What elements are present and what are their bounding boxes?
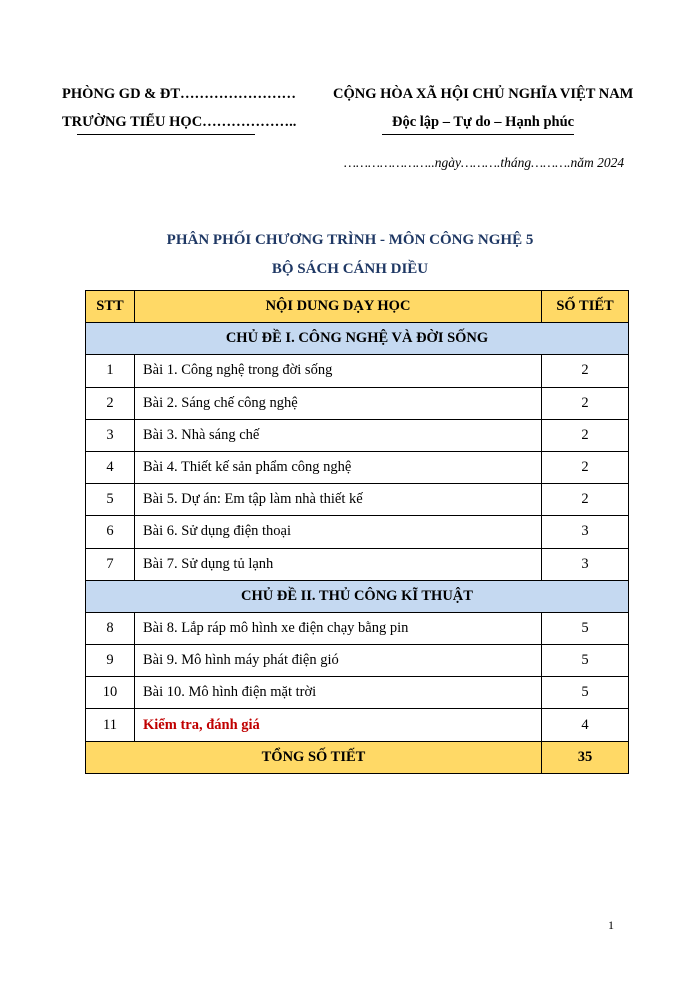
table-row — [86, 387, 629, 419]
row-stt: 7 — [86, 548, 135, 580]
row-periods: 2 — [542, 387, 629, 419]
row-periods: 2 — [542, 355, 629, 387]
national-title: CỘNG HÒA XÃ HỘI CHỦ NGHĨA VIỆT NAM — [333, 86, 634, 102]
row-stt: 2 — [86, 387, 135, 419]
row-content: Bài 1. Công nghệ trong đời sống — [135, 355, 542, 387]
school-label: TRƯỜNG TIỂU HỌC……………….. — [62, 114, 297, 130]
row-stt: 11 — [86, 709, 135, 741]
table-row — [86, 677, 629, 709]
assessment-content: Kiểm tra, đánh giá — [135, 709, 542, 741]
table-header-row — [86, 291, 629, 323]
col-header-stt: STT — [86, 291, 135, 323]
total-row — [86, 741, 629, 773]
row-periods: 5 — [542, 612, 629, 644]
document-title: PHÂN PHỐI CHƯƠNG TRÌNH - MÔN CÔNG NGHỆ 5 — [166, 232, 534, 248]
row-stt: 10 — [86, 677, 135, 709]
row-periods: 3 — [542, 516, 629, 548]
topic-row — [86, 323, 629, 355]
row-content: Bài 7. Sử dụng tủ lạnh — [135, 548, 542, 580]
row-content: Bài 3. Nhà sáng chế — [135, 419, 542, 451]
row-periods: 5 — [542, 645, 629, 677]
row-content: Bài 9. Mô hình máy phát điện gió — [135, 645, 542, 677]
row-periods: 2 — [542, 484, 629, 516]
row-content: Bài 4. Thiết kế sản phẩm công nghệ — [135, 451, 542, 483]
topic-1-label: CHỦ ĐỀ I. CÔNG NGHỆ VÀ ĐỜI SỐNG — [86, 323, 629, 355]
row-content: Bài 2. Sáng chế công nghệ — [135, 387, 542, 419]
table-row — [86, 709, 629, 741]
table-row — [86, 484, 629, 516]
row-stt: 9 — [86, 645, 135, 677]
row-stt: 5 — [86, 484, 135, 516]
table-row — [86, 548, 629, 580]
right-underline — [382, 134, 574, 135]
row-content: Bài 5. Dự án: Em tập làm nhà thiết kế — [135, 484, 542, 516]
table-row — [86, 355, 629, 387]
row-stt: 8 — [86, 612, 135, 644]
row-periods: 2 — [542, 419, 629, 451]
topic-row — [86, 580, 629, 612]
col-header-content: NỘI DUNG DẠY HỌC — [135, 291, 542, 323]
national-motto: Độc lập – Tự do – Hạnh phúc — [392, 114, 575, 130]
row-stt: 1 — [86, 355, 135, 387]
row-content: Bài 10. Mô hình điện mặt trời — [135, 677, 542, 709]
table-row — [86, 645, 629, 677]
left-underline — [77, 134, 255, 135]
curriculum-table — [85, 290, 629, 774]
department-label: PHÒNG GD & ĐT…………………… — [62, 86, 297, 102]
total-value: 35 — [542, 741, 629, 773]
topic-2-label: CHỦ ĐỀ II. THỦ CÔNG KĨ THUẬT — [86, 580, 629, 612]
page-number: 1 — [608, 918, 614, 932]
table-row — [86, 419, 629, 451]
row-content: Bài 8. Lắp ráp mô hình xe điện chạy bằng pin — [135, 612, 542, 644]
row-stt: 4 — [86, 451, 135, 483]
row-periods: 5 — [542, 677, 629, 709]
row-periods: 3 — [542, 548, 629, 580]
table-row — [86, 451, 629, 483]
row-periods: 4 — [542, 709, 629, 741]
table-row — [86, 516, 629, 548]
row-stt: 6 — [86, 516, 135, 548]
date-line: …………………..ngày……….tháng……….năm 2024 — [344, 155, 625, 170]
document-subtitle: BỘ SÁCH CÁNH DIỀU — [271, 261, 429, 277]
total-label: TỔNG SỐ TIẾT — [86, 741, 542, 773]
col-header-periods: SỐ TIẾT — [542, 291, 629, 323]
table-row — [86, 612, 629, 644]
row-stt: 3 — [86, 419, 135, 451]
row-content: Bài 6. Sử dụng điện thoại — [135, 516, 542, 548]
row-periods: 2 — [542, 451, 629, 483]
